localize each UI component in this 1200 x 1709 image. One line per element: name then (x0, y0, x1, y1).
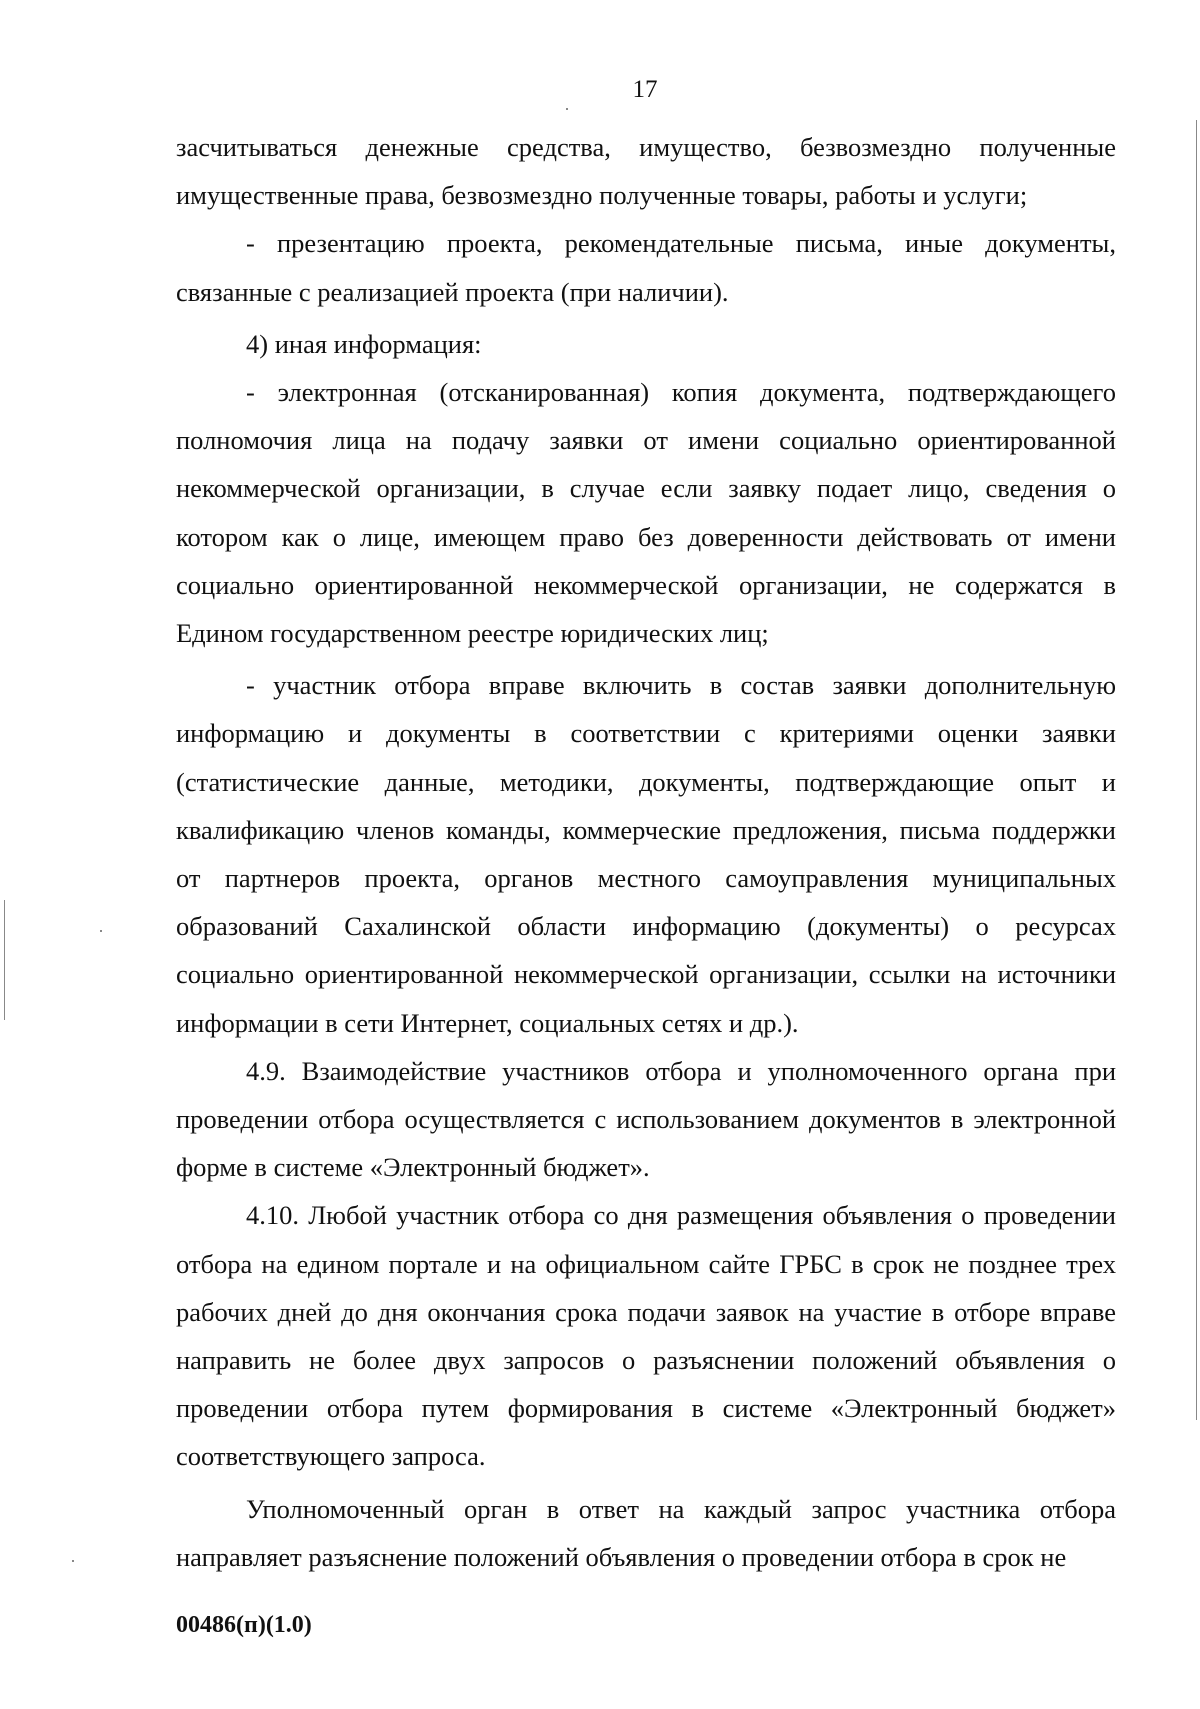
page-number: 17 (632, 76, 658, 103)
paragraph-electronic-copy: - электронная (отсканированная) копия документа, подтверждающего полномочия лица на подачу заявки от имени социально ориентированной некоммерческой организации, в случае если заявку подает лицо, сведения о котором как о лице, имеющем право без доверенности действовать от имени социально ориентированной некоммерческой организации, не содержатся в Едином государственном реестре юридических лиц; (176, 377, 1116, 649)
paragraph-4-9: 4.9. Взаимодействие участников отбора и уполномоченного органа при проведении отбора осуществляется с использованием документов в электронной форме в системе «Электронный бюджет». (176, 1055, 1116, 1183)
scan-speck (100, 930, 102, 932)
scan-speck (566, 108, 568, 110)
paragraph-continuation: засчитываться денежные средства, имущество, безвозмездно полученные имущественные права, безвозмездно полученные товары, работы и услуги; (176, 132, 1116, 211)
document-body (176, 123, 1116, 1581)
paragraph-presentation: - презентацию проекта, рекомендательные письма, иные документы, связанные с реализацией проекта (при наличии). (176, 228, 1116, 307)
scan-speck (72, 1560, 74, 1562)
paragraph-additional-info: - участник отбора вправе включить в состав заявки дополнительную информацию и документы в соответствии с критериями оценки заявки (статистические данные, методики, документы, подтверждающие опыт и квалификацию членов команды, коммерческие предложения, письма поддержки от партнеров проекта, органов местного самоуправления муниципальных образований Сахалинской области информацию (документы) о ресурсах социально ориентированной некоммерческой организации, ссылки на источники информации в сети Интернет, социальных сетях и др.). (176, 670, 1116, 1038)
document-code: 00486(п)(1.0) (176, 1612, 312, 1638)
paragraph-4-10: 4.10. Любой участник отбора со дня размещения объявления о проведении отбора на едином портале и на официальном сайте ГРБС в срок не позднее трех рабочих дней до дня окончания срока подачи заявок на участие в отборе вправе направить не более двух запросов о разъяснении положений объявления о проведении отбора путем формирования в системе «Электронный бюджет» соответствующего запроса. (176, 1200, 1116, 1472)
paragraph-clarification: Уполномоченный орган в ответ на каждый запрос участника отбора направляет разъяснение положений объявления о проведении отбора в срок не (176, 1493, 1116, 1572)
scan-edge-line (1196, 120, 1197, 1420)
paragraph-other-info-heading: 4) иная информация: (246, 328, 482, 359)
scan-edge-line-left (4, 900, 5, 1020)
